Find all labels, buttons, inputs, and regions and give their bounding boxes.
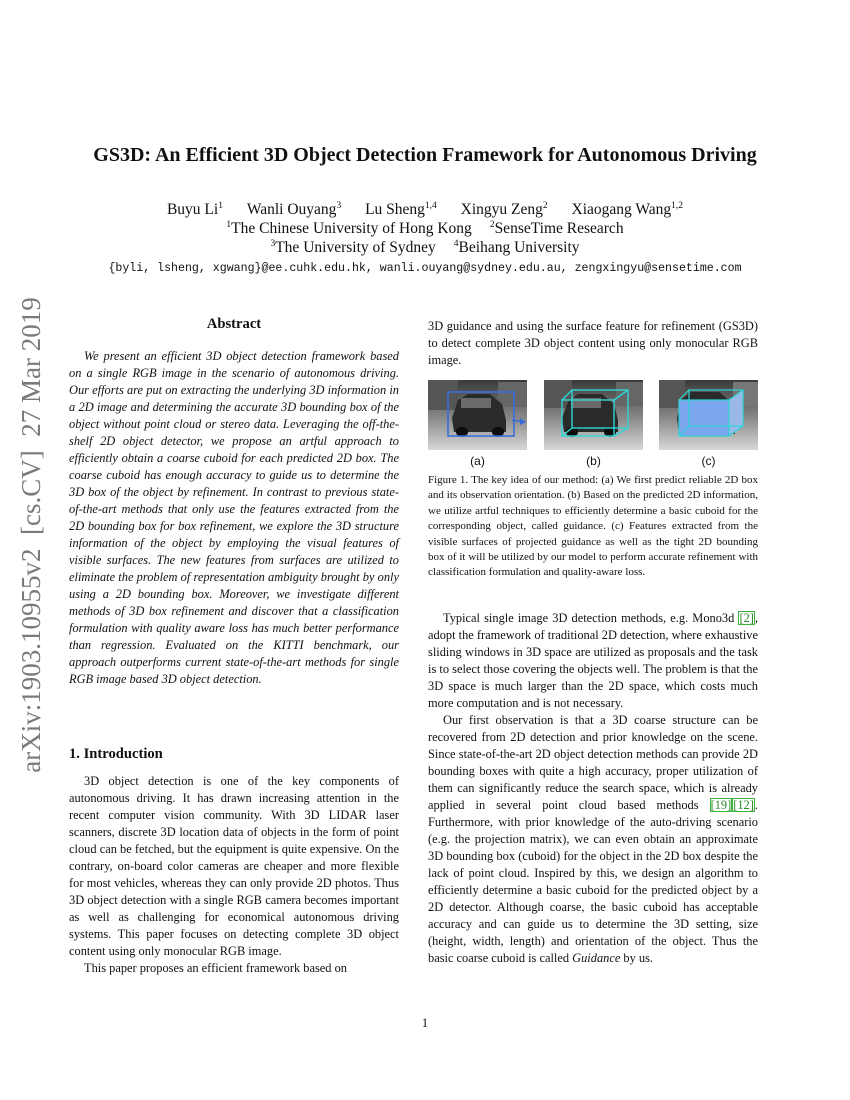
author-list	[40, 200, 810, 219]
figure-image-c	[659, 380, 758, 450]
figure-image-a	[428, 380, 527, 450]
affiliation: $^2$SenseTime Research	[489, 220, 624, 237]
figure-label-a: (a)	[470, 454, 485, 468]
arxiv-stamp-text: arXiv:1903.10955v2 [cs.CV] 27 Mar 2019	[16, 297, 46, 773]
affiliation: $^4$Beihang University	[453, 239, 580, 256]
figure-image-b	[544, 380, 643, 450]
introduction-body	[69, 773, 399, 977]
paragraph: 3D object detection is one of the key components of autonomous driving. It has drawn increasing attention in the recent computer vision community. With 3D LIDAR laser scanners, discrete 3D location data of objects in the form of point cloud can be fetched, but the equipment is quite expensive. On the contrary, on-board color cameras are cheaper and more flexible for most vehicles, whereas they can only provide 2D photos. Thus 3D object detection with a single RGB camera becomes important as well as challenging for economical autonomous driving systems. This paper focuses on detecting complete 3D object content using only monocular RGB image.	[69, 774, 399, 958]
right-column-body	[428, 610, 758, 967]
author-emails: {byli, lsheng, xgwang}@ee.cuhk.edu.hk, wanli.ouyang@sydney.edu.au, zengxingyu@sensetime.com	[108, 262, 742, 275]
figure-label-c: (c)	[701, 454, 716, 468]
section-heading-introduction: 1. Introduction	[69, 746, 163, 762]
author: Lu Sheng$^{1,4}$	[365, 201, 437, 218]
paragraph: Our first observation is that a 3D coarse structure can be recovered from 2D detection and prior knowledge on the scene. Since state-of-the-art 2D object detection methods can provide 2D bounding boxes with quite a high accuracy, proper utilization of them can significantly reduce the search space, which is already applied in several point cloud based methods [19] [12]. Furthermore, with prior knowledge of the auto-driving scenario (e.g. the projection matrix), we can even obtain an approximate 3D bounding box (cuboid) for the object in the 2D box despite the lack of point cloud. Inspired by this, we design an algorithm to efficiently determine a basic cuboid for the predicted object by a 2D detector. Although coarse, the basic cuboid has acceptable accuracy and can guide us to determine the 3D setting, size (height, width, length) and orientation of the object. Thus the basic coarse cuboid is called Guidance by us.	[428, 713, 758, 965]
paragraph: Typical single image 3D detection methods, e.g. Mono3d [2], adopt the framework of traditional 2D detection, where exhaustive sliding windows in 3D space are utilized as proposals and the task is to select those covering the objects well. The problem is that the 3D space is much larger than the 2D space, which costs much more computation and is not necessary.	[428, 611, 758, 710]
figure-label-b: (b)	[586, 454, 601, 468]
arxiv-stamp	[4, 285, 54, 785]
author: Xiaogang Wang$^{1,2}$	[571, 201, 684, 218]
paragraph: 3D guidance and using the surface feature for refinement (GS3D) to detect complete 3D object content using only monocular RGB image.	[428, 319, 758, 367]
figure-caption: Figure 1. The key idea of our method: (a) We first predict reliable 2D box and its observation orientation. (b) Based on the predicted 2D information, we utilize artful techniques to efficiently determine a basic cuboid for the corresponding object, called guidance. (c) Features extracted from the visible surfaces of projected guidance as well as the tight 2D bounding box of it will be utilized by our model to perform accurate refinement with classification formulation and quality-aware loss.	[428, 474, 758, 579]
abstract-body	[69, 348, 399, 688]
affiliation: $^3$The University of Sydney	[270, 239, 436, 256]
affiliation-line	[40, 238, 810, 257]
author: Wanli Ouyang$^3$	[246, 201, 342, 218]
paragraph: This paper proposes an efficient framework based on	[84, 961, 347, 975]
author: Xingyu Zeng$^2$	[460, 201, 548, 218]
right-column-continuation	[428, 318, 758, 369]
page-number: 1	[421, 1016, 429, 1030]
author: Buyu Li$^1$	[166, 201, 223, 218]
paper-title: GS3D: An Efficient 3D Object Detection Framework for Autonomous Driving	[93, 144, 757, 166]
citation-link[interactable]: [19]	[710, 798, 732, 812]
affiliation-line	[40, 219, 810, 238]
citation-link[interactable]: [12]	[733, 798, 754, 812]
abstract-heading: Abstract	[206, 316, 262, 332]
abstract-paragraph: We present an efficient 3D object detection framework based on a single RGB image in the scenario of autonomous driving. Our efforts are put on extracting the underlying 3D information in a 2D image and determining the accurate 3D bounding box of the object without point cloud or stereo data. Leveraging the off-the-shelf 2D object detector, we propose an artful approach to efficiently obtain a coarse cuboid for each predicted 2D box. The coarse cuboid has enough accuracy to guide us to determine the 3D box of the object by refinement. In contrast to previous state-of-the-art methods that only use the features extracted from the 2D bounding box for box refinement, we explore the 3D structure information of the object by employing the visual features of visible surfaces. The new features from surfaces are utilized to eliminate the problem of representation ambiguity brought by only using a 2D bounding box. Moreover, we investigate different methods of 3D box refinement and discover that a classification formulation with quality aware loss has much better performance than regression. Evaluated on the KITTI benchmark, our approach outperforms current state-of-the-art methods for single RGB image based 3D object detection.	[69, 349, 399, 686]
citation-link[interactable]: [2]	[739, 611, 754, 625]
affiliation: $^1$The Chinese University of Hong Kong	[226, 220, 472, 237]
